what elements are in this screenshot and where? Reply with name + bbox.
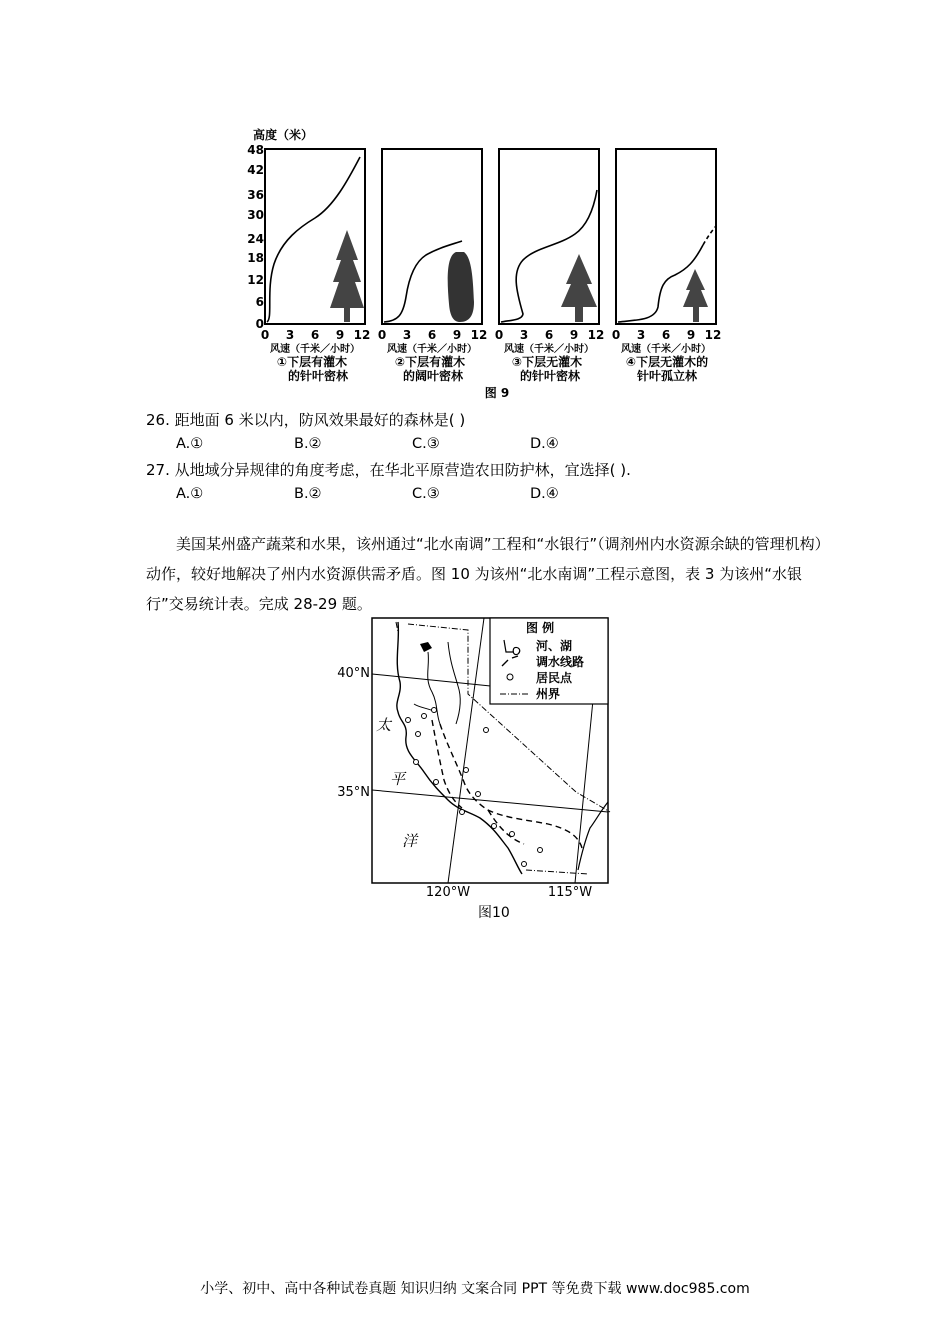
y-tick: 12 (247, 273, 264, 287)
svg-text:12: 12 (704, 328, 722, 342)
svg-text:州界: 州界 (536, 687, 561, 701)
settlement-icon (510, 832, 515, 837)
conifer-tree-icon (683, 269, 708, 322)
svg-text:6: 6 (310, 328, 320, 342)
svg-text:0: 0 (494, 328, 504, 342)
y-tick-labels (247, 143, 264, 331)
y-tick: 42 (247, 163, 264, 177)
y-tick: 36 (247, 188, 264, 202)
water-transfer-line (432, 720, 462, 808)
panel-4-caption: 针叶孤立林 (636, 369, 698, 383)
question-26: 26. 距地面 6 米以内，防风效果最好的森林是( ) (146, 411, 466, 429)
svg-text:居民点: 居民点 (536, 671, 573, 685)
footer-text: 小学、初中、高中各种试卷真题 知识归纳 文案合同 PPT 等免费下载 www.doc985.com (200, 1281, 750, 1297)
svg-text:河、湖: 河、湖 (536, 639, 573, 653)
svg-text:0: 0 (611, 328, 621, 342)
panel-2 (382, 149, 482, 324)
lon-label-120w: 120°W (425, 885, 471, 897)
conifer-tree-icon (561, 254, 597, 322)
svg-text:12: 12 (353, 328, 371, 342)
svg-text:0: 0 (260, 328, 270, 342)
ocean-label: 平 (390, 770, 406, 788)
panel-1-caption: 的针叶密林 (287, 369, 349, 383)
svg-text:9: 9 (686, 328, 696, 342)
panel-1 (265, 149, 365, 324)
svg-text:12: 12 (587, 328, 605, 342)
question-27: 27. 从地域分异规律的角度考虑，在华北平原营造农田防护林，宜选择( ). (146, 461, 631, 479)
svg-text:3: 3 (285, 328, 295, 342)
settlement-icon (484, 728, 489, 733)
svg-text:6: 6 (427, 328, 437, 342)
panel-captions (277, 354, 708, 383)
settlement-icon (406, 718, 411, 723)
lon-label-115w: 115°W (547, 885, 593, 897)
panel-2-caption: ②下层有灌木 (394, 355, 466, 369)
passage-paragraph: 美国某州盛产蔬菜和水果，该州通过“北水南调”工程和“水银行”（调剂州内水资源余缺的管理机构）动作，较好地解决了州内水资源供需矛盾。图 10 为该州“北水南调”工程示意图，表 3 为该州“水银行”交易统计表。完成 28-29 题。 (146, 535, 823, 613)
svg-text:0: 0 (377, 328, 387, 342)
settlement-icons (406, 708, 543, 867)
settlement-icon (434, 780, 439, 785)
option-a: A.① (176, 486, 204, 502)
lon-line-115w (575, 700, 593, 883)
panel-2-caption: 的阔叶密林 (402, 369, 464, 383)
panel-3-caption: ③下层无灌木 (511, 355, 583, 369)
y-axis-title: 高度（米） (253, 128, 314, 142)
option-c: C.③ (412, 436, 440, 452)
svg-text:3: 3 (636, 328, 646, 342)
svg-text:6: 6 (544, 328, 554, 342)
x-tick-labels (261, 328, 722, 342)
svg-text:风速（千米／小时）: 风速（千米／小时） (387, 344, 477, 355)
y-tick: 6 (255, 295, 264, 309)
settlement-icon (432, 708, 437, 713)
settlement-icon (492, 824, 497, 829)
option-a: A.① (176, 436, 204, 452)
settlement-icon (414, 760, 419, 765)
x-unit-labels (270, 342, 711, 355)
panel-3 (499, 149, 599, 324)
figure-9 (240, 122, 740, 402)
panel-4 (616, 149, 716, 324)
panel-4-caption: ④下层无灌木的 (625, 355, 709, 369)
figure-9-caption: 图 9 (484, 386, 510, 400)
legend (490, 618, 608, 704)
svg-text:9: 9 (569, 328, 579, 342)
svg-text:调水线路: 调水线路 (536, 655, 585, 669)
svg-text:风速（千米／小时）: 风速（千米／小时） (504, 344, 594, 355)
option-b: B.② (294, 486, 322, 502)
panel-3-caption: 的针叶密林 (519, 369, 581, 383)
settlement-icon (538, 848, 543, 853)
wind-profile-line-dashed (703, 226, 716, 245)
settlement-icon (416, 732, 421, 737)
svg-text:6: 6 (661, 328, 671, 342)
settlement-icon (476, 792, 481, 797)
river (428, 652, 440, 724)
lat-label-40n: 40°N (337, 666, 370, 681)
option-d: D.④ (530, 436, 559, 452)
lat-label-35n: 35°N (337, 785, 370, 800)
y-tick: 18 (247, 251, 264, 265)
ocean-label: 太 (376, 716, 392, 734)
legend-title: 图 例 (526, 621, 555, 635)
svg-text:3: 3 (402, 328, 412, 342)
settlement-legend-icon (507, 674, 513, 680)
settlement-icon (464, 768, 469, 773)
figure-10 (328, 612, 628, 897)
figure-10-caption: 图10 (478, 905, 510, 921)
broadleaf-tree-icon (448, 252, 474, 322)
settlement-icon (422, 714, 427, 719)
state-boundary (526, 870, 588, 874)
settlement-icon (460, 810, 465, 815)
y-tick: 30 (247, 208, 264, 222)
y-tick: 24 (247, 232, 264, 246)
settlement-icon (522, 862, 527, 867)
option-d: D.④ (530, 486, 559, 502)
conifer-tree-icon (330, 230, 364, 322)
ocean-label: 洋 (402, 832, 418, 850)
option-b: B.② (294, 436, 322, 452)
river (578, 802, 608, 870)
svg-text:12: 12 (470, 328, 488, 342)
lat-line-35n (372, 790, 608, 812)
y-tick: 48 (247, 143, 264, 157)
svg-text:风速（千米／小时）: 风速（千米／小时） (621, 344, 711, 355)
panel-1-caption: ①下层有灌木 (276, 355, 348, 369)
svg-text:风速（千米／小时）: 风速（千米／小时） (270, 344, 360, 355)
y-tick: 0 (255, 317, 264, 331)
svg-text:9: 9 (335, 328, 345, 342)
svg-text:9: 9 (452, 328, 462, 342)
lake (420, 642, 432, 652)
option-c: C.③ (412, 486, 440, 502)
svg-text:3: 3 (519, 328, 529, 342)
lon-line-120w (448, 618, 484, 883)
